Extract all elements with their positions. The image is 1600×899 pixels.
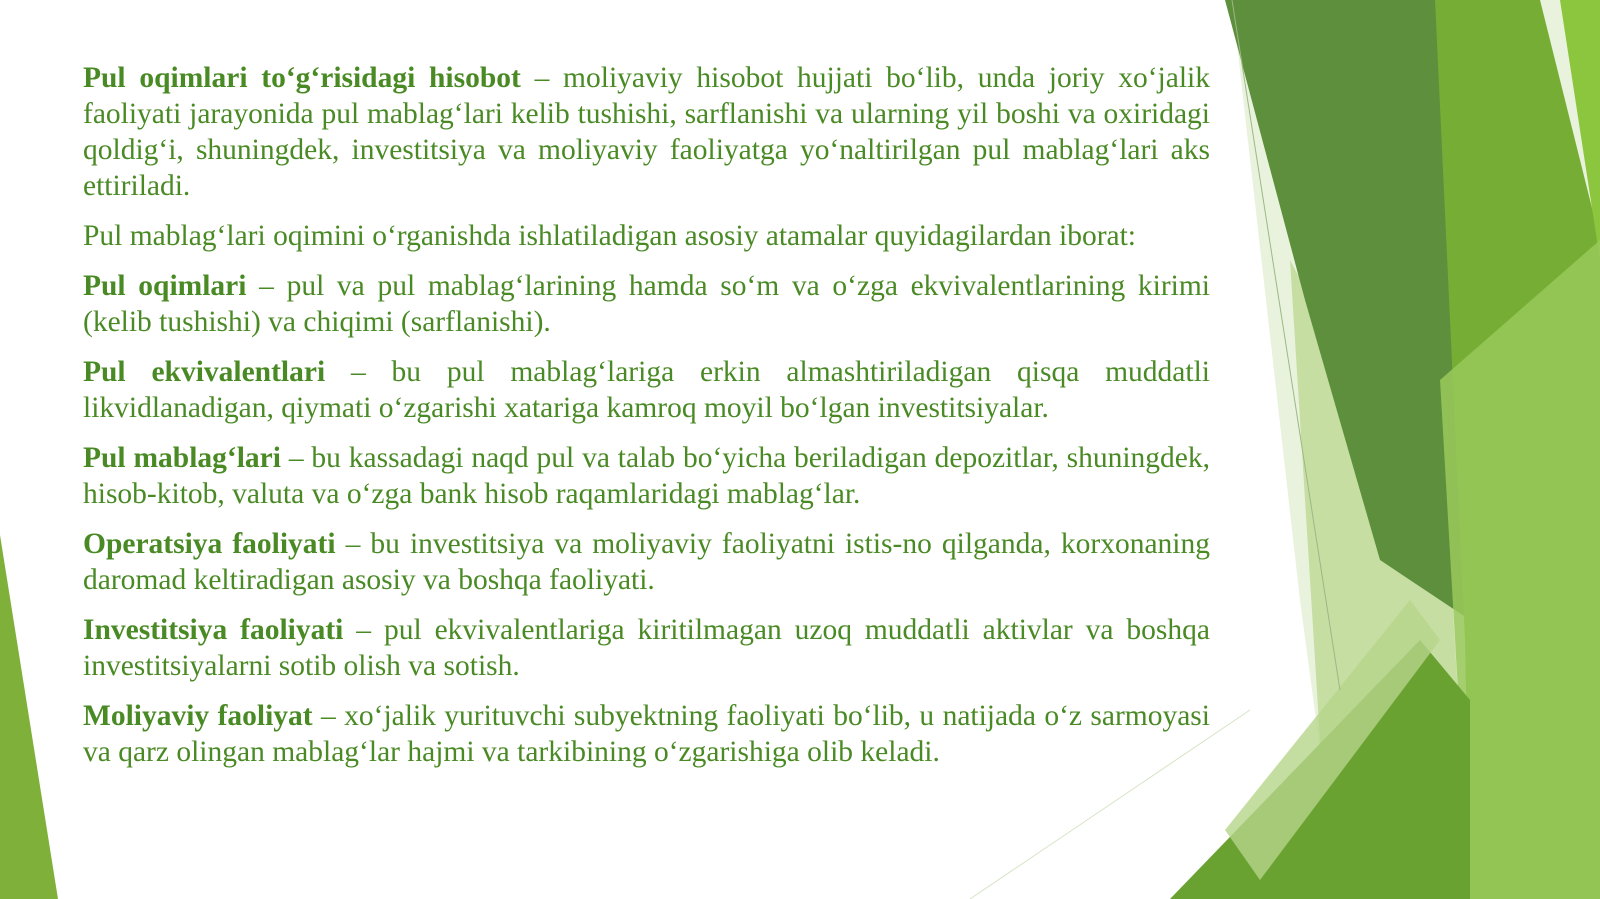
paragraph-cash-flow-report: [83, 60, 1210, 204]
definition: – bu kassadagi naqd pul va talab bo‘yicha beriladigan depozitlar, shuningdek, hisob-kitob, valuta va o‘zga bank hisob raqamlaridagi mablag‘lar.: [83, 442, 1210, 510]
definition: – pul va pul mablag‘larining hamda so‘m va o‘zga ekvivalentlarining kirimi (kelib tushishi) va chiqimi (sarflanishi).: [83, 270, 1210, 338]
term: Operatsiya faoliyati: [83, 528, 336, 560]
term: Pul ekvivalentlari: [83, 356, 326, 388]
paragraph-cash-equivalents: [83, 354, 1210, 426]
slide-body: [83, 60, 1210, 784]
paragraph-financing-activity: [83, 698, 1210, 770]
definition: – pul ekvivalentlariga kiritilmagan uzoq muddatli aktivlar va boshqa investitsiyalarni sotib olish va sotish.: [83, 614, 1210, 682]
left-green-shape: [0, 535, 58, 899]
intro-text: Pul mablag‘lari oqimini o‘rganishda ishlatiladigan asosiy atamalar quyidagilardan iborat:: [83, 220, 1136, 252]
paragraph-operating-activity: [83, 526, 1210, 598]
paragraph-cash-flows: [83, 268, 1210, 340]
definition: – bu pul mablag‘lariga erkin almashtiriladigan qisqa muddatli likvidlanadigan, qiymati o‘zgarishi xatariga kamroq moyil bo‘lgan investitsiyalar.: [83, 356, 1210, 424]
definition: – bu investitsiya va moliyaviy faoliyatni istis-no qilganda, korxonaning daromad keltiradigan asosiy va boshqa faoliyati.: [83, 528, 1210, 596]
term: Pul mablag‘lari: [83, 442, 281, 474]
definition: – xo‘jalik yurituvchi subyektning faoliyati bo‘lib, u natijada o‘z sarmoyasi va qarz olingan mablag‘lar hajmi va tarkibining o‘zgarishiga olib keladi.: [83, 700, 1210, 768]
paragraph-investing-activity: [83, 612, 1210, 684]
term: Moliyaviy faoliyat: [83, 700, 313, 732]
paragraph-cash-funds: [83, 440, 1210, 512]
term: Pul oqimlari: [83, 270, 247, 302]
term: Investitsiya faoliyati: [83, 614, 344, 646]
paragraph-intro: [83, 218, 1210, 254]
definition: – moliyaviy hisobot hujjati bo‘lib, unda joriy xo‘jalik faoliyati jarayonida pul mablag‘lari kelib tushishi, sarflanishi va ularning yil boshi va oxiridagi qoldig‘i, shuningdek, investitsiya va moliyaviy faoliyatga yo‘naltirilgan pul mablag‘lari aks ettiriladi.: [83, 62, 1210, 202]
term: Pul oqimlari to‘g‘risidagi hisobot: [83, 62, 521, 94]
